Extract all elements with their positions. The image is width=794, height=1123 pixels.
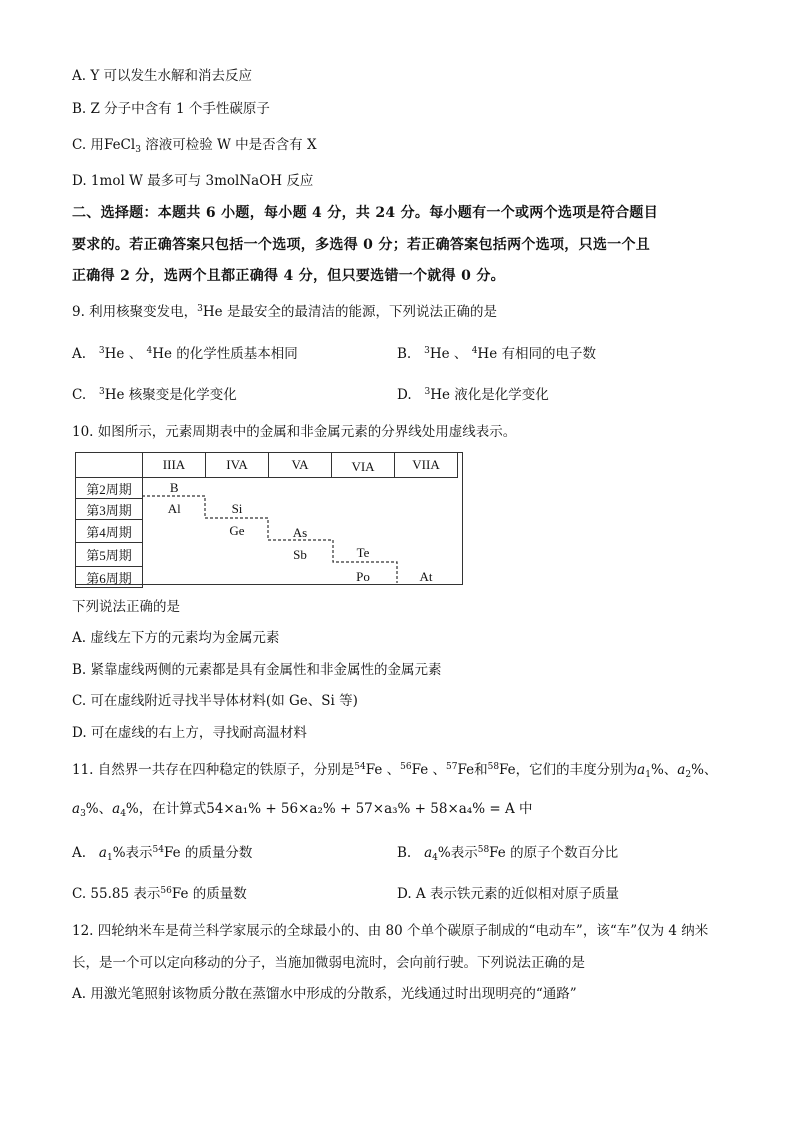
- element-po: Po: [356, 569, 370, 584]
- section2-line1: 二、选择题：本题共 6 小题，每小题 4 分，共 24 分。每小题有一个或两个选项是符合题目: [72, 205, 659, 221]
- q10-question: 下列说法正确的是: [72, 599, 180, 615]
- q10-option-c: C. 可在虚线附近寻找半导体材料(如 Ge、Si 等): [72, 693, 358, 709]
- period-label-6: 第6周期: [76, 567, 143, 588]
- q11-option-d: D. A 表示铁元素的近似相对原子质量: [397, 886, 619, 902]
- q9-stem: 9. 利用核聚变发电，$^3$He 是最安全的最清洁的能源，下列说法正确的是: [72, 304, 497, 320]
- q10-option-d: D. 可在虚线的右上方，寻找耐高温材料: [72, 725, 307, 741]
- period-label-4: 第4周期: [76, 520, 143, 543]
- q10-option-a: A. 虚线左下方的元素均为金属元素: [72, 630, 280, 646]
- q11-option-c: C. 55.85 表示$^{56}$Fe 的质量数: [72, 886, 247, 902]
- q8-option-c-post: 溶液可检验 W 中是否含有 X: [140, 137, 317, 153]
- period-label-3: 第3周期: [76, 499, 143, 520]
- element-te: Te: [356, 544, 370, 560]
- group-header-va: VA: [269, 453, 332, 478]
- q8-option-c-pre: C. 用: [72, 137, 104, 153]
- q11-stem-line1: 11. 自然界一共存在四种稳定的铁原子，分别是$^{54}$Fe 、$^{56}$Fe 、$^{57}$Fe和$^{58}$Fe，它们的丰度分别为$a_1\%$、$a_2\%$、: [72, 762, 718, 780]
- q8-option-b: B. Z 分子中含有 1 个手性碳原子: [72, 101, 270, 117]
- q12-option-a: A. 用激光笔照射该物质分散在蒸馏水中形成的分散系，光线通过时出现明亮的“通路”: [72, 986, 577, 1002]
- group-header-iva: IVA: [206, 453, 269, 478]
- q8-option-c: [72, 136, 317, 154]
- q9-option-b: B. $^3$He 、 $^4$He 有相同的电子数: [397, 346, 596, 362]
- section2-line3: 正确得 2 分，选两个且都正确得 4 分，但只要选错一个就得 0 分。: [72, 268, 505, 284]
- abundance-formula: 54×a₁% + 56×a₂% + 57×a₃% + 58×a₄% = A: [206, 801, 515, 817]
- q11-option-b: B. $a_4\%$表示$^{58}$Fe 的原子个数百分比: [397, 845, 619, 863]
- fecl3-formula: FeCl$_3$: [103, 137, 141, 155]
- q11-stem-line2: $a_3\%$、$a_4\%$，在计算式54×a₁% + 56×a₂% + 57×a₃% + 58×a₄% = A 中: [72, 801, 533, 819]
- q9-option-d: D. $^3$He 液化是化学变化: [397, 387, 549, 403]
- period-label-2: 第2周期: [76, 478, 143, 499]
- q12-stem-line2: 长，是一个可以定向移动的分子，当施加微弱电流时，会向前行驶。下列说法正确的是: [72, 955, 585, 971]
- element-al: Al: [167, 501, 181, 516]
- element-si: Si: [231, 501, 243, 516]
- group-header-via: VIA: [332, 453, 395, 478]
- q8-option-d: D. 1mol W 最多可与 3molNaOH 反应: [72, 173, 314, 189]
- section2-line2: 要求的。若正确答案只包括一个选项，多选得 0 分；若正确答案包括两个选项，只选一个且: [72, 237, 651, 253]
- q11-option-a: A. $a_1\%$表示$^{54}$Fe 的质量分数: [72, 845, 253, 863]
- element-at: At: [419, 569, 433, 584]
- periodic-table-excerpt: [75, 452, 458, 588]
- table-corner: [76, 453, 143, 478]
- group-header-iiia: IIIA: [143, 453, 206, 478]
- period-label-5: 第5周期: [76, 543, 143, 567]
- q9-option-c: C. $^3$He 核聚变是化学变化: [72, 387, 237, 403]
- q12-stem-line1: 12. 四轮纳米车是荷兰科学家展示的全球最小的、由 80 个单个碳原子制成的“电动车”，该“车”仅为 4 纳米: [72, 923, 709, 939]
- q10-option-b: B. 紧靠虚线两侧的元素都是具有金属性和非金属性的金属元素: [72, 662, 442, 678]
- q8-option-a: A. Y 可以发生水解和消去反应: [72, 68, 253, 84]
- element-sb: Sb: [293, 546, 307, 562]
- q9-option-a: A. $^3$He 、 $^4$He 的化学性质基本相同: [72, 346, 298, 362]
- q10-stem: 10. 如图所示，元素周期表中的金属和非金属元素的分界线处用虚线表示。: [72, 424, 517, 440]
- element-b: B: [169, 480, 179, 496]
- group-header-viia: VIIA: [395, 453, 458, 478]
- element-ge: Ge: [229, 523, 245, 538]
- element-as: As: [292, 524, 308, 540]
